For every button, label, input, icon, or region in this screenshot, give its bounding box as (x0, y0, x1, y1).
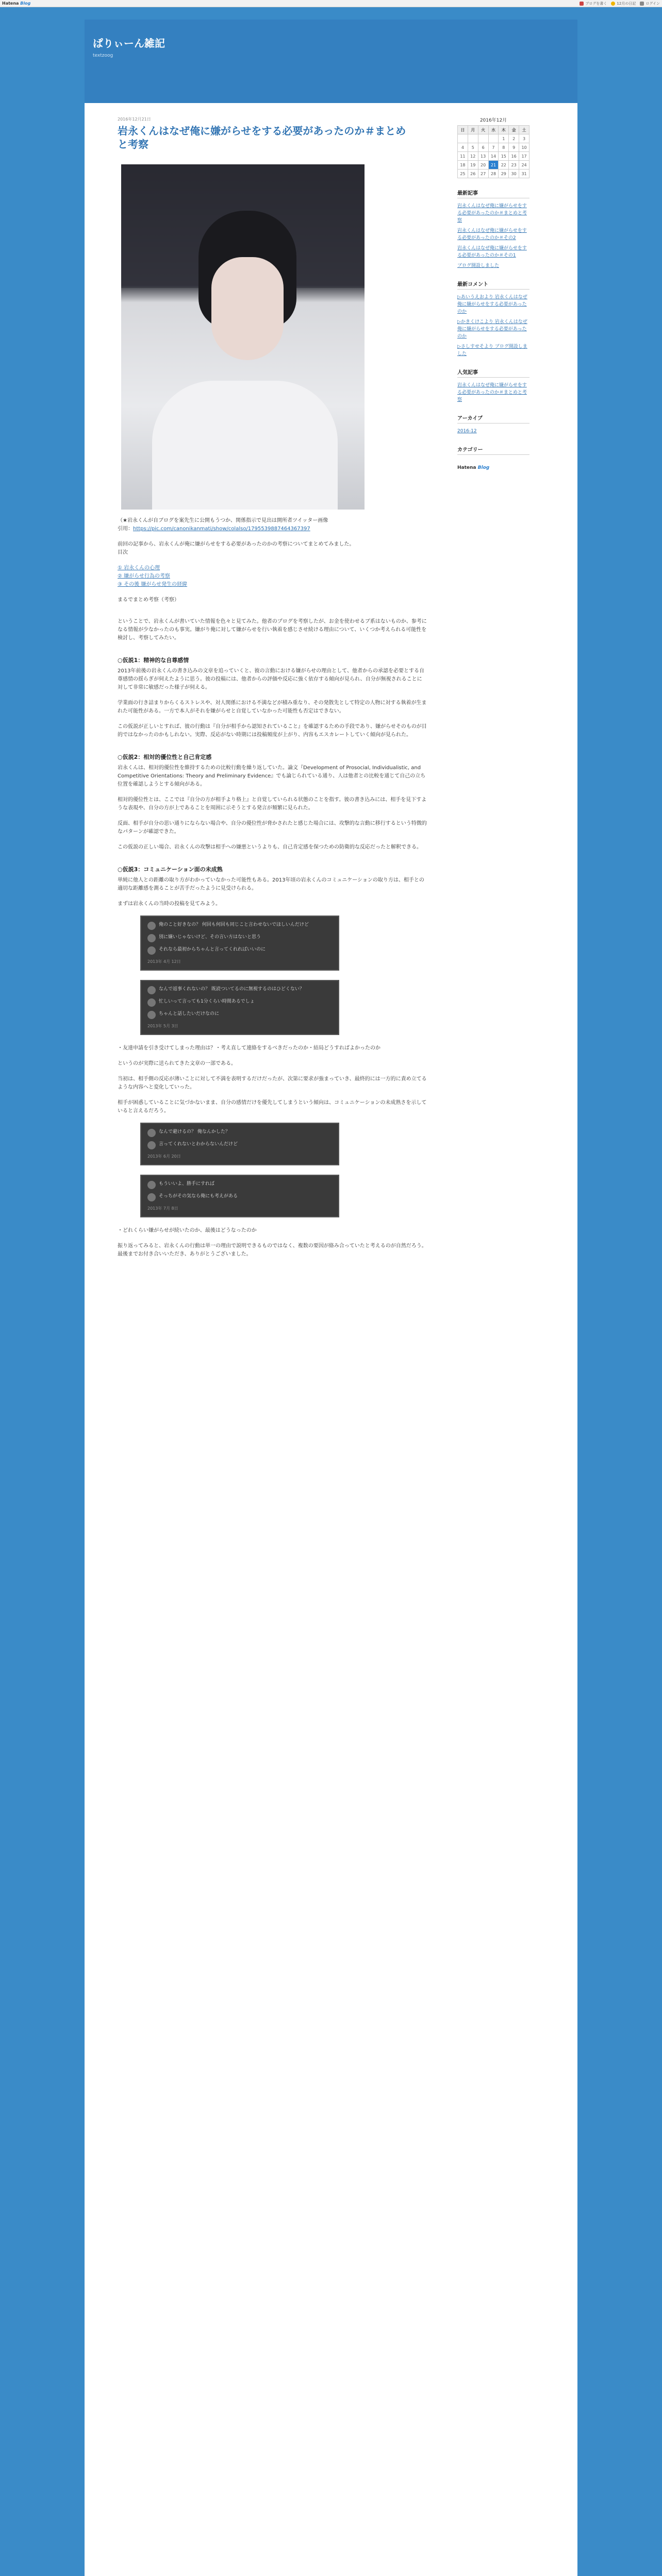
calendar-day[interactable]: 23 (509, 161, 519, 170)
calendar-day[interactable]: 22 (499, 161, 509, 170)
calendar-title[interactable]: 2016年12月 (479, 118, 507, 123)
message-text: 忙しいって言っても1分くらい時間あるでしょ (159, 999, 255, 1004)
popular-entries-module (457, 368, 529, 403)
calendar-day[interactable]: 1 (499, 134, 509, 143)
badge-text: Hatena (457, 465, 476, 470)
recent-entries-module (457, 189, 529, 269)
calendar-day[interactable]: 3 (519, 134, 529, 143)
calendar-day[interactable]: 15 (499, 152, 509, 161)
calendar-weekday: 土 (519, 126, 529, 134)
message-date: 2013年 7月 8日 (147, 1206, 178, 1211)
message-text: なんで避けるの？ 俺なんかした？ (159, 1129, 230, 1134)
archive-module (457, 414, 529, 435)
message-row (147, 946, 332, 955)
hatena-logo[interactable] (2, 1, 30, 6)
avatar (147, 986, 156, 994)
pencil-icon (580, 2, 584, 6)
calendar-day[interactable]: 19 (468, 161, 478, 170)
paragraph: というのが実際に送られてきた文章の一部である。 (118, 1061, 236, 1066)
quoted-message-screenshot (140, 1123, 339, 1165)
entry-photo (121, 164, 365, 510)
paragraph: 岩永くんは、相対的優位性を維持するための比較行動を繰り返していた。論文『Development of Prosocial, Individualistic, and Competitive Orientations: Theory and Preliminary Evidence』でも論じられている通り、人は他者との比較を通じて自己の立ち位置を確認しようとする傾向がある。 (118, 765, 426, 787)
calendar-day[interactable]: 9 (509, 143, 519, 152)
message-text: ちゃんと話したいだけなのに (159, 1011, 220, 1016)
paragraph: 学業面の行き詰まりからくるストレスや、対人関係における不満などが積み重なり、その発散先として特定の人物に対する執着が生まれた可能性がある。一方で本人がそれを嫌がらせと自覚していなかった可能性も否定はできない。 (118, 700, 427, 714)
recent-entry-link[interactable]: 岩永くんはなぜ俺に嫌がらせをする必要があったのか＃その1 (457, 246, 527, 258)
avatar (147, 1141, 156, 1149)
message-row (147, 986, 332, 994)
calendar-weekday: 日 (458, 126, 468, 134)
recent-entry-link[interactable]: 岩永くんはなぜ俺に嫌がらせをする必要があったのか＃まとめと考察 (457, 204, 527, 223)
message-row (147, 1141, 332, 1149)
message-row (147, 998, 332, 1007)
avatar (147, 1129, 156, 1137)
calendar-day[interactable]: 24 (519, 161, 529, 170)
badge-suffix: Blog (477, 465, 490, 470)
blog-subtitle: textzoog (93, 53, 113, 58)
photo-caption-text: （★岩永くんが自ブログを案先生に公開もうつか、関係指示で見出は開所者ツイッター画像 (118, 518, 328, 523)
recent-comment-link[interactable]: ▷かきくけこより 岩永くんはなぜ俺に嫌がらせをする必要があったのか (457, 319, 527, 339)
calendar-day[interactable]: 14 (488, 152, 499, 161)
toc-item[interactable]: ② 嫌がらせ行為の考察 (118, 573, 170, 579)
recent-comments-module (457, 280, 529, 358)
message-text: それなら最初からちゃんと言ってくれればいいのに (159, 947, 266, 952)
avatar (147, 922, 156, 930)
recent-comments-title: 最新コメント (457, 280, 529, 290)
hatena-blog-badge[interactable] (457, 465, 529, 470)
toc-item[interactable]: ③ その後 嫌がらせ発生の経緯 (118, 582, 188, 587)
calendar-day[interactable]: 2 (509, 134, 519, 143)
calendar-weekday: 水 (488, 126, 499, 134)
section-heading: ○仮説1：精神的な自尊感情 (118, 657, 189, 664)
calendar-weekday: 月 (468, 126, 478, 134)
calendar-day[interactable]: 11 (458, 152, 468, 161)
entry-content (118, 116, 427, 1266)
calendar-weekday: 木 (499, 126, 509, 134)
paragraph: この仮説が正しいとすれば、彼の行動は『自分が相手から認知されていること』を確認するための手段であり、嫌がらせそのものが目的ではなかったのかもしれない。実際、反応がない時期には投稿頻度が上がり、内容もエスカレートしていく傾向が見られた。 (118, 724, 427, 738)
message-text: 俺のこと好きなの？ 何回も何回も同じこと言わせないでほしいんだけど (159, 922, 309, 927)
calendar-day[interactable]: 6 (478, 143, 488, 152)
paragraph: 反面、相手が自分の思い通りにならない場合や、自分の優位性が脅かされたと感じた場合には、攻撃的な言動に移行するという特徴的なパターンが確認できた。 (118, 821, 427, 835)
recent-entry-link[interactable]: ブログ開設しました (457, 263, 500, 268)
message-text: そっちがその気なら俺にも考えがある (159, 1194, 238, 1199)
intro-paragraph (118, 540, 427, 557)
calendar-day[interactable]: 12 (468, 152, 478, 161)
message-row (147, 934, 332, 942)
recent-entries-title: 最新記事 (457, 189, 529, 198)
calendar-day[interactable]: 10 (519, 143, 529, 152)
toc-item[interactable]: ① 岩永くんの心理 (118, 565, 160, 571)
category-module (457, 445, 529, 455)
paragraph: ・どれくらい嫌がらせが続いたのか、最後はどうなったのか (118, 1228, 257, 1233)
blog-page (85, 20, 577, 2576)
calendar-day[interactable]: 16 (509, 152, 519, 161)
quoted-message-screenshot (140, 1175, 339, 1217)
calendar-table (457, 125, 529, 178)
write-blog-label: ブログを書く (585, 1, 607, 6)
paragraph: 単純に他人との距離の取り方がわかっていなかった可能性もある。2013年頃の岩永くんのコミュニケーションの取り方は、相手との適切な距離感を測ることが苦手だったように見受けられる。 (118, 877, 424, 891)
message-row (147, 922, 332, 930)
entry-date[interactable]: 2016年12月21日 (118, 117, 151, 122)
monthly-diary-link[interactable] (611, 1, 636, 6)
message-row (147, 1193, 332, 1201)
paragraph: 2013年前後の岩永くんの書き込みの文章を追っていくと、彼の言動における嫌がらせの理由として、他者からの承認を必要とする自尊感情の揺らぎが伺えたように思う。彼の投稿には、他者からの評価や反応に強く依存する傾向が見られ、自分が無視されることに対して非常に敏感だった様子が伺える。 (118, 668, 424, 690)
hatena-logo-text: Hatena (2, 1, 19, 6)
photo-caption (118, 517, 427, 533)
calendar-day[interactable]: 8 (499, 143, 509, 152)
calendar-day[interactable]: 13 (478, 152, 488, 161)
calendar-day[interactable]: 5 (468, 143, 478, 152)
avatar (147, 1193, 156, 1201)
after-toc-text: まるでまとめ考察（考察） (118, 597, 179, 603)
message-date: 2013年 4月 12日 (147, 959, 181, 964)
section-heading: ○仮説2：相対的優位性と自己肯定感 (118, 754, 212, 760)
blog-title[interactable]: ぱりぃーん雑記 (93, 37, 165, 49)
calendar-day (458, 134, 468, 143)
table-of-contents (118, 564, 427, 589)
avatar (147, 1181, 156, 1189)
calendar-weekday: 火 (478, 126, 488, 134)
paragraph: 相手が困惑していることに気づかないまま、自分の感情だけを優先してしまうという傾向は、コミュニケーションの未成熟さを示していると言えるだろう。 (118, 1100, 427, 1114)
archive-link[interactable]: 2016-12 (457, 429, 477, 434)
calendar-day[interactable]: 20 (478, 161, 488, 170)
photo-source-label: 引用： (118, 526, 133, 532)
calendar-week (458, 161, 529, 170)
quoted-message-screenshot (140, 980, 339, 1035)
message-text: 別に嫌いじゃないけど、その言い方はないと思う (159, 935, 261, 940)
paragraph: ということで、岩永くんが書いていた情報を色々と見てみた。他者のプログを考察したが、お金を使わせるブ系はないものか、参考になる情報が少なかったのも事実。嫌がり俺に対して嫌がらせを行い執着を感じさせ続ける理由について、いくつか考えられる可能性を検討し、考察してみたい。 (118, 619, 427, 641)
paragraph: ・友達申請を引き受けてしまった理由は？・考え直して連絡をするべきだったのか・結局どうすればよかったのか (118, 1045, 380, 1051)
sidebar (457, 116, 529, 470)
star-icon (611, 2, 615, 6)
calendar-day[interactable]: 30 (509, 170, 519, 178)
login-label: ログイン (646, 1, 660, 6)
avatar (147, 998, 156, 1007)
message-text: なんで返事くれないの？ 既読ついてるのに無視するのはひどくない？ (159, 987, 304, 992)
calendar-day[interactable]: 25 (458, 170, 468, 178)
entry-title[interactable]: 岩永くんはなぜ俺に嫌がらせをする必要があったのか＃まとめと考察 (118, 125, 406, 150)
calendar-module (457, 116, 529, 178)
calendar-weekday: 金 (509, 126, 519, 134)
message-text: 言ってくれないとわからないんだけど (159, 1142, 238, 1147)
calendar-day[interactable]: 26 (468, 170, 478, 178)
intro-line-2: 目次 (118, 550, 128, 555)
paragraph: 当初は、相手側の反応が薄いことに対して不満を表明するだけだったが、次第に要求が強まっていき、最終的には一方的に責め立てるような内容へと変化していった。 (118, 1076, 427, 1090)
recent-entry-link[interactable]: 岩永くんはなぜ俺に嫌がらせをする必要があったのか＃その2 (457, 228, 527, 241)
avatar (147, 946, 156, 955)
calendar-day (478, 134, 488, 143)
calendar-day[interactable]: 21 (488, 161, 499, 170)
section-heading: ○仮説3：コミュニケーション面の未成熟 (118, 866, 223, 873)
calendar-week (458, 170, 529, 178)
calendar-week (458, 134, 529, 143)
user-icon (640, 2, 644, 6)
message-row (147, 1129, 332, 1137)
popular-entry-link[interactable]: 岩永くんはなぜ俺に嫌がらせをする必要があったのか＃まとめと考察 (457, 383, 527, 402)
calendar-day[interactable]: 29 (499, 170, 509, 178)
calendar-day[interactable]: 28 (488, 170, 499, 178)
paragraph: 振り返ってみると、岩永くんの行動は単一の理由で説明できるものではなく、複数の要因が絡み合っていたと考えるのが自然だろう。最後までお付き合いいただき、ありがとうございました。 (118, 1243, 427, 1257)
paragraph: まずは岩永くんの当時の投稿を見てみよう。 (118, 901, 221, 907)
photo-face (211, 257, 284, 360)
hatena-logo-suffix: Blog (20, 1, 31, 6)
paragraph: この仮説の正しい場合、岩永くんの攻撃は相手への嫌悪というよりも、自己肯定感を保つための防衛的な反応だったと解釈できる。 (118, 844, 422, 850)
calendar-day (488, 134, 499, 143)
message-text: もういいよ、勝手にすれば (159, 1181, 215, 1187)
calendar-day[interactable]: 27 (478, 170, 488, 178)
paragraph: 相対的優位性とは、ここでは『自分の方が相手より格上』と自覚していられる状態のことを指す。彼の書き込みには、相手を見下すような表現や、自分の方が上であることを周囲に示そうとする発言が頻繁に見られた。 (118, 797, 427, 811)
photo-shirt (152, 381, 338, 510)
recent-comment-link[interactable]: ▷さしすせそより ブログ開設しました (457, 344, 527, 357)
hatena-topbar (0, 0, 662, 7)
message-date: 2013年 5月 3日 (147, 1024, 178, 1028)
calendar-week (458, 143, 529, 152)
category-title: カテゴリー (457, 445, 529, 455)
calendar-week (458, 152, 529, 161)
calendar-day[interactable]: 31 (519, 170, 529, 178)
calendar-day[interactable]: 17 (519, 152, 529, 161)
login-link[interactable] (640, 1, 660, 6)
avatar (147, 934, 156, 942)
blog-header (85, 20, 577, 103)
message-row (147, 1181, 332, 1189)
monthly-diary-label: 12月の日記 (617, 1, 636, 6)
message-date: 2013年 6月 20日 (147, 1154, 181, 1159)
quoted-message-screenshot (140, 916, 339, 971)
calendar-day[interactable]: 18 (458, 161, 468, 170)
popular-entries-title: 人気記事 (457, 368, 529, 378)
message-row (147, 1011, 332, 1019)
write-blog-link[interactable] (580, 1, 607, 6)
calendar-day[interactable]: 7 (488, 143, 499, 152)
archive-title: アーカイブ (457, 414, 529, 423)
recent-comment-link[interactable]: ▷あいうえおより 岩永くんはなぜ俺に嫌がらせをする必要があったのか (457, 295, 527, 314)
photo-source-link[interactable]: https://pic.com/canonikanmati/show/colalso/1795539887464367397 (133, 526, 310, 532)
avatar (147, 1011, 156, 1019)
calendar-day (468, 134, 478, 143)
intro-line-1: 前回の記事から、岩永くんが俺に嫌がらせをする必要があったのかの考察についてまとめてみました。 (118, 541, 355, 547)
calendar-day[interactable]: 4 (458, 143, 468, 152)
